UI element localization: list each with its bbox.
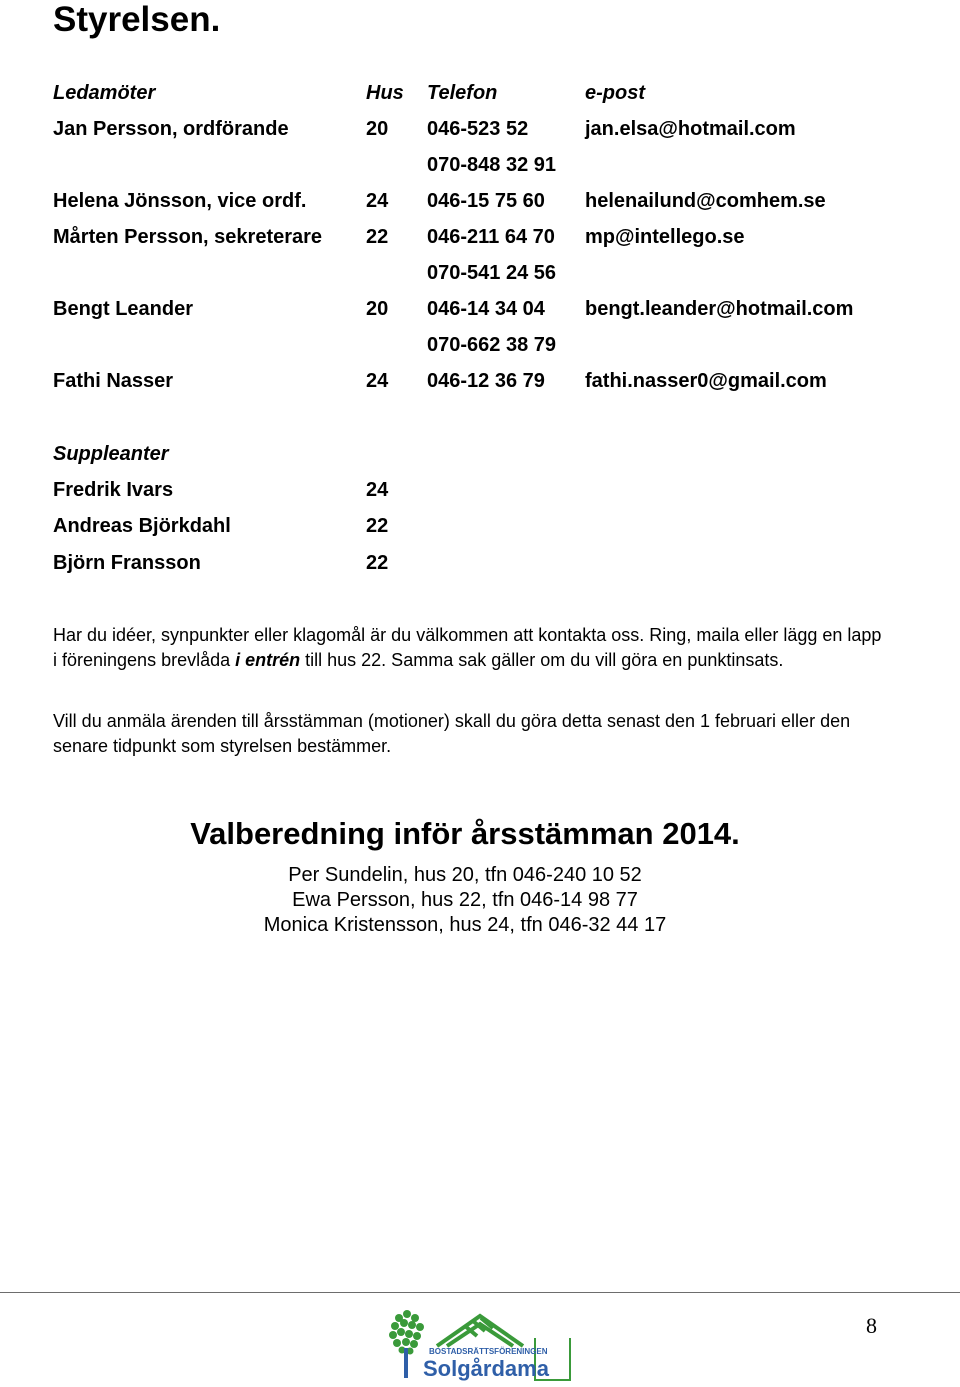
member-phone: 046-211 64 70 <box>427 226 555 248</box>
table-row <box>0 294 960 324</box>
member-email: helenailund@comhem.se <box>585 190 826 212</box>
association-logo <box>385 1308 575 1384</box>
substitutes-heading-text: Suppleanter <box>53 443 169 465</box>
house-roof-icon <box>437 1316 523 1346</box>
member-phone: 046-12 36 79 <box>427 370 545 392</box>
contact-paragraph-emphasis: i entrén <box>235 650 301 670</box>
substitute-house: 22 <box>366 515 389 537</box>
nomination-member: Monica Kristensson, hus 24, tfn 046-32 44 17 <box>263 914 667 936</box>
header-telefon: Telefon <box>427 82 498 104</box>
logo-subtitle: BOSTADSRÄTTSFÖRENINGEN <box>429 1347 548 1356</box>
substitutes-heading <box>0 439 960 469</box>
header-epost: e-post <box>585 82 645 104</box>
contact-paragraph-end: till hus 22. Samma sak gäller om du vill göra en punktinsats. <box>300 650 784 670</box>
table-row <box>0 330 960 360</box>
page-number: 8 <box>866 1313 877 1338</box>
header-hus: Hus <box>366 82 404 104</box>
member-phone: 046-523 52 <box>427 118 529 140</box>
motion-paragraph: Vill du anmäla ärenden till årsstämman (motioner) skall du göra detta senast den 1 februari eller den senare tidpunkt som styrelsen bestämmer. <box>53 711 851 756</box>
substitute-name: Andreas Björkdahl <box>53 515 231 537</box>
member-house: 22 <box>366 226 389 248</box>
tree-icon <box>389 1310 424 1378</box>
member-phone: 046-15 75 60 <box>427 190 545 212</box>
header-ledamoter: Ledamöter <box>53 82 156 104</box>
footer-divider <box>0 1292 960 1293</box>
member-house: 24 <box>366 370 389 392</box>
substitute-house: 22 <box>366 552 389 574</box>
member-name: Mårten Persson, sekreterare <box>53 226 323 248</box>
member-name: Fathi Nasser <box>53 370 174 392</box>
substitute-name: Björn Fransson <box>53 552 201 574</box>
member-phone: 070-848 32 91 <box>427 154 557 176</box>
contact-paragraph-start: Har du idéer, synpunkter eller klagomål är du välkommen att kontakta oss. Ring, maila eller lägg en lapp i föreningens brevlåda <box>53 625 882 670</box>
table-row <box>0 150 960 180</box>
table-row <box>0 222 960 252</box>
board-table-header <box>0 78 960 108</box>
member-name: Jan Persson, ordförande <box>53 118 289 140</box>
member-name: Helena Jönsson, vice ordf. <box>53 190 307 212</box>
member-email: mp@intellego.se <box>585 226 745 248</box>
page-title: Styrelsen. <box>53 0 221 39</box>
list-item <box>0 548 960 578</box>
table-row <box>0 186 960 216</box>
list-item <box>0 511 960 541</box>
nomination-member: Per Sundelin, hus 20, tfn 046-240 10 52 <box>288 864 642 886</box>
substitute-house: 24 <box>366 479 389 501</box>
member-house: 24 <box>366 190 389 212</box>
member-house: 20 <box>366 118 389 140</box>
nomination-title: Valberedning inför årsstämman 2014. <box>190 816 740 851</box>
table-row <box>0 114 960 144</box>
member-phone: 046-14 34 04 <box>427 298 545 320</box>
member-email: fathi.nasser0@gmail.com <box>585 370 827 392</box>
member-house: 20 <box>366 298 389 320</box>
table-row <box>0 258 960 288</box>
member-email: jan.elsa@hotmail.com <box>585 118 796 140</box>
table-row <box>0 366 960 396</box>
logo-name: Solgårdama <box>423 1356 549 1381</box>
member-phone: 070-662 38 79 <box>427 334 557 356</box>
member-phone: 070-541 24 56 <box>427 262 557 284</box>
contact-paragraph <box>53 623 883 673</box>
substitute-name: Fredrik Ivars <box>53 479 174 501</box>
member-email: bengt.leander@hotmail.com <box>585 298 854 320</box>
nomination-member: Ewa Persson, hus 22, tfn 046-14 98 77 <box>292 889 638 911</box>
member-name: Bengt Leander <box>53 298 194 320</box>
list-item <box>0 475 960 505</box>
